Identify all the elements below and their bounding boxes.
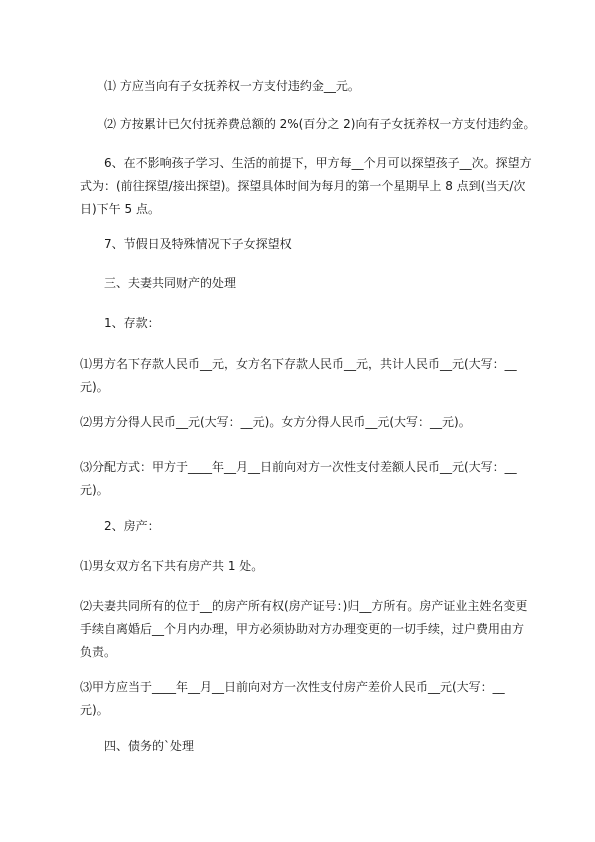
paragraph-holiday-visitation: 7、节假日及特殊情况下子女探望权 (104, 237, 292, 251)
paragraph-penalty-2: ⑵ 方按累计已欠付抚养费总额的 2%(百分之 2)向有子女抚养权一方支付违约金。 (104, 117, 536, 131)
paragraph-real-estate-count: ⑴男女双方名下共有房产共 1 处。 (80, 559, 264, 573)
subheading-real-estate: 2、房产： (104, 519, 160, 533)
paragraph-real-estate-payment: ⑶甲方应当于____年__月__日前向对方一次性支付房产差价人民币__元(大写：__元)。 (80, 680, 505, 717)
paragraph-deposits-payment: ⑶分配方式：甲方于____年__月__日前向对方一次性支付差额人民币__元(大写：__元)。 (80, 460, 517, 497)
section-heading-property: 三、夫妻共同财产的处理 (104, 276, 237, 290)
paragraph-deposits-split: ⑵男方分得人民币__元(大写：__元)。女方分得人民币__元(大写：__元)。 (80, 415, 471, 429)
paragraph-visitation: 6、在不影响孩子学习、生活的前提下，甲方每__个月可以探望孩子__次。探望方式为：(前往探望/接出探望)。探望具体时间为每月的第一个星期早上 8 点到(当天/次日)下午 5 点。 (80, 156, 532, 216)
section-heading-debts: 四、债务的`处理 (104, 739, 195, 753)
paragraph-deposits-total: ⑴男方名下存款人民币__元，女方名下存款人民币__元，共计人民币__元(大写：__元)。 (80, 357, 517, 394)
paragraph-real-estate-ownership: ⑵夫妻共同所有的位于__的房产所有权(房产证号：)归__方所有。房产证业主姓名变更手续自离婚后__个月内办理，甲方必须协助对方办理变更的一切手续，过户费用由方负责。 (80, 599, 528, 659)
subheading-deposits: 1、存款： (104, 316, 160, 330)
paragraph-penalty-1: ⑴ 方应当向有子女抚养权一方支付违约金__元。 (104, 79, 360, 93)
